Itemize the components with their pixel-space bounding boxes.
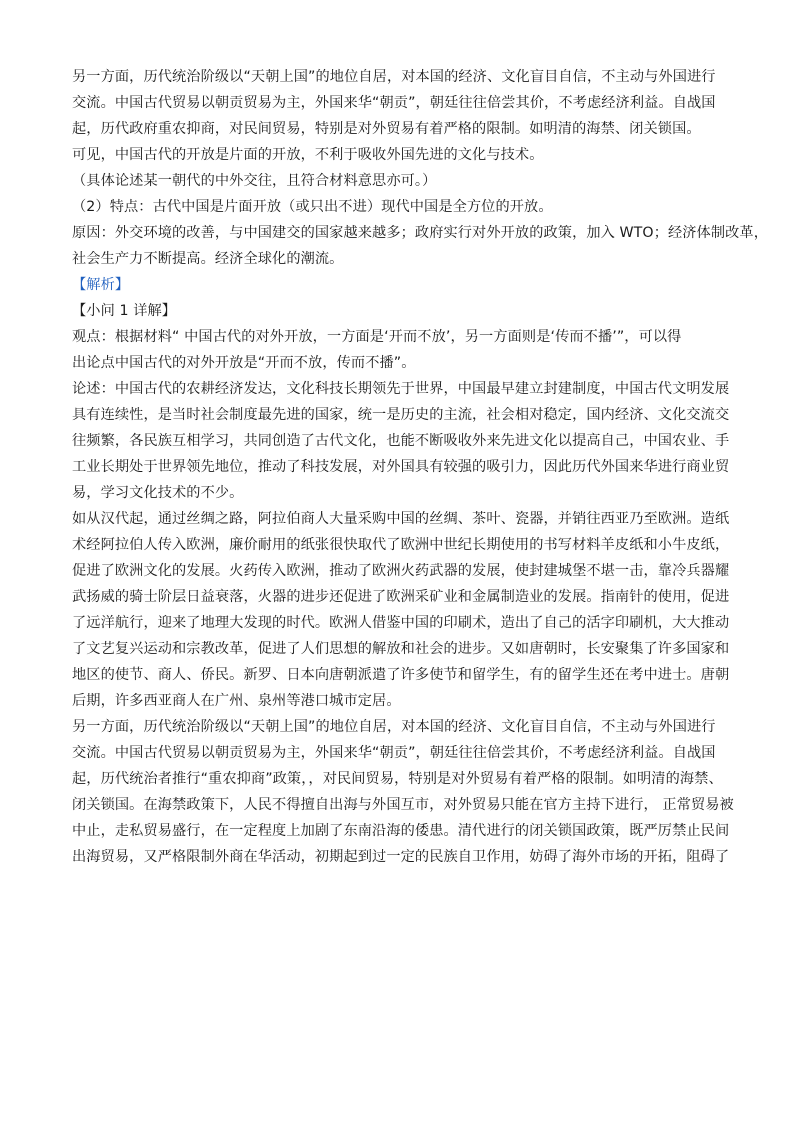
text-line: 出论点中国古代的对外开放是“开而不放，传而不播”。 [72,355,416,371]
text-line: 论述：中国古代的农耕经济发达，文化科技长期领先于世界，中国最早建立封建制度，中国古代文明发展 [72,381,730,397]
paragraph [72,194,736,220]
section-label: 【解析】 [72,277,130,293]
paragraph [72,168,736,194]
paragraph [72,376,736,506]
text-line: 往频繁，各民族互相学习，共同创造了古代文化，也能不断吸收外来先进文化以提高自己，中国农业、手 [72,433,730,449]
text-line: 具有连续性，是当时社会制度最先进的国家，统一是历史的主流，社会相对稳定，国内经济、文化交流交 [72,407,730,423]
paragraph [72,324,736,376]
text-line: 原因：外交环境的改善，与中国建交的国家越来越多；政府实行对外开放的政策，加入 WTO；经济体制改革， [72,225,768,241]
text-line: （2）特点：古代中国是片面开放（或只出不进）现代中国是全方位的开放。 [72,199,553,215]
paragraph [72,506,736,714]
text-line: 闭关锁国。在海禁政策下，人民不得擅自出海与外国互市，对外贸易只能在官方主持下进行， 正常贸易被 [72,797,734,813]
text-line: 促进了欧洲文化的发展。火药传入欧洲，推动了欧洲火药武器的发展，使封建城堡不堪一击，靠冷兵器耀 [72,563,730,579]
text-line: 如从汉代起，通过丝绸之路，阿拉伯商人大量采购中国的丝绸、茶叶、瓷器，并销往西亚乃至欧洲。造纸 [72,511,730,527]
text-line: 【小问 1 详解】 [72,303,177,319]
paragraph [72,272,736,298]
text-line: 了文艺复兴运动和宗教改革，促进了人们思想的解放和社会的进步。又如唐朝时，长安聚集了许多国家和 [72,641,730,657]
text-line: 起，历代统治者推行“重农抑商”政策，，对民间贸易，特别是对外贸易有着严格的限制。如明清的海禁、 [72,771,723,787]
text-line: 交流。中国古代贸易以朝贡贸易为主，外国来华“朝贡”，朝廷往往倍尝其价，不考虑经济利益。自战国 [72,95,716,111]
document-body [72,64,768,870]
text-line: 易，学习文化技术的不少。 [72,485,244,501]
text-line: 中止，走私贸易盛行，在一定程度上加剧了东南沿海的倭患。清代进行的闭关锁国政策，既严厉禁止民间 [72,823,730,839]
text-line: 地区的使节、商人、侨民。新罗、日本向唐朝派遣了许多使节和留学生，有的留学生还在考中进士。唐朝 [72,667,730,683]
paragraph [72,298,736,324]
text-line: 观点：根据材料“ 中国古代的对外开放，一方面是‘开而不放’，另一方面则是‘传而不播’”，可以得 [72,329,682,345]
text-line: 可见，中国古代的开放是片面的开放，不利于吸收外国先进的文化与技术。 [72,147,544,163]
text-line: 出海贸易，又严格限制外商在华活动，初期起到过一定的民族自卫作用，妨碍了海外市场的开拓，阻碍了 [72,849,730,865]
paragraph [72,142,736,168]
text-line: 后期，许多西亚商人在广州、泉州等港口城市定居。 [72,693,401,709]
text-line: 另一方面，历代统治阶级以“天朝上国”的地位自居，对本国的经济、文化盲目自信，不主动与外国进行 [72,719,716,735]
text-line: 武扬威的骑士阶层日益衰落，火器的进步还促进了欧洲采矿业和金属制造业的发展。指南针的使用，促进 [72,589,730,605]
text-line: 工业长期处于世界领先地位，推动了科技发展，对外国具有较强的吸引力，因此历代外国来华进行商业贸 [72,459,730,475]
paragraph [72,714,736,870]
text-line: （具体论述某一朝代的中外交往，且符合材料意思亦可。） [72,173,437,189]
text-line: 社会生产力不断提高。经济全球化的潮流。 [72,251,344,267]
text-line: 了远洋航行，迎来了地理大发现的时代。欧洲人借鉴中国的印刷术，造出了自己的活字印刷机，大大推动 [72,615,730,631]
paragraph [72,220,768,272]
text-line: 术经阿拉伯人传入欧洲，廉价耐用的纸张很快取代了欧洲中世纪长期使用的书写材料羊皮纸和小牛皮纸， [72,537,730,553]
text-line: 另一方面，历代统治阶级以“天朝上国”的地位自居，对本国的经济、文化盲目自信，不主动与外国进行 [72,69,716,85]
text-line: 交流。中国古代贸易以朝贡贸易为主，外国来华“朝贡”，朝廷往往倍尝其价，不考虑经济利益。自战国 [72,745,716,761]
text-line: 起，历代政府重农抑商，对民间贸易，特别是对外贸易有着严格的限制。如明清的海禁、闭关锁国。 [72,121,701,137]
paragraph [72,64,736,142]
